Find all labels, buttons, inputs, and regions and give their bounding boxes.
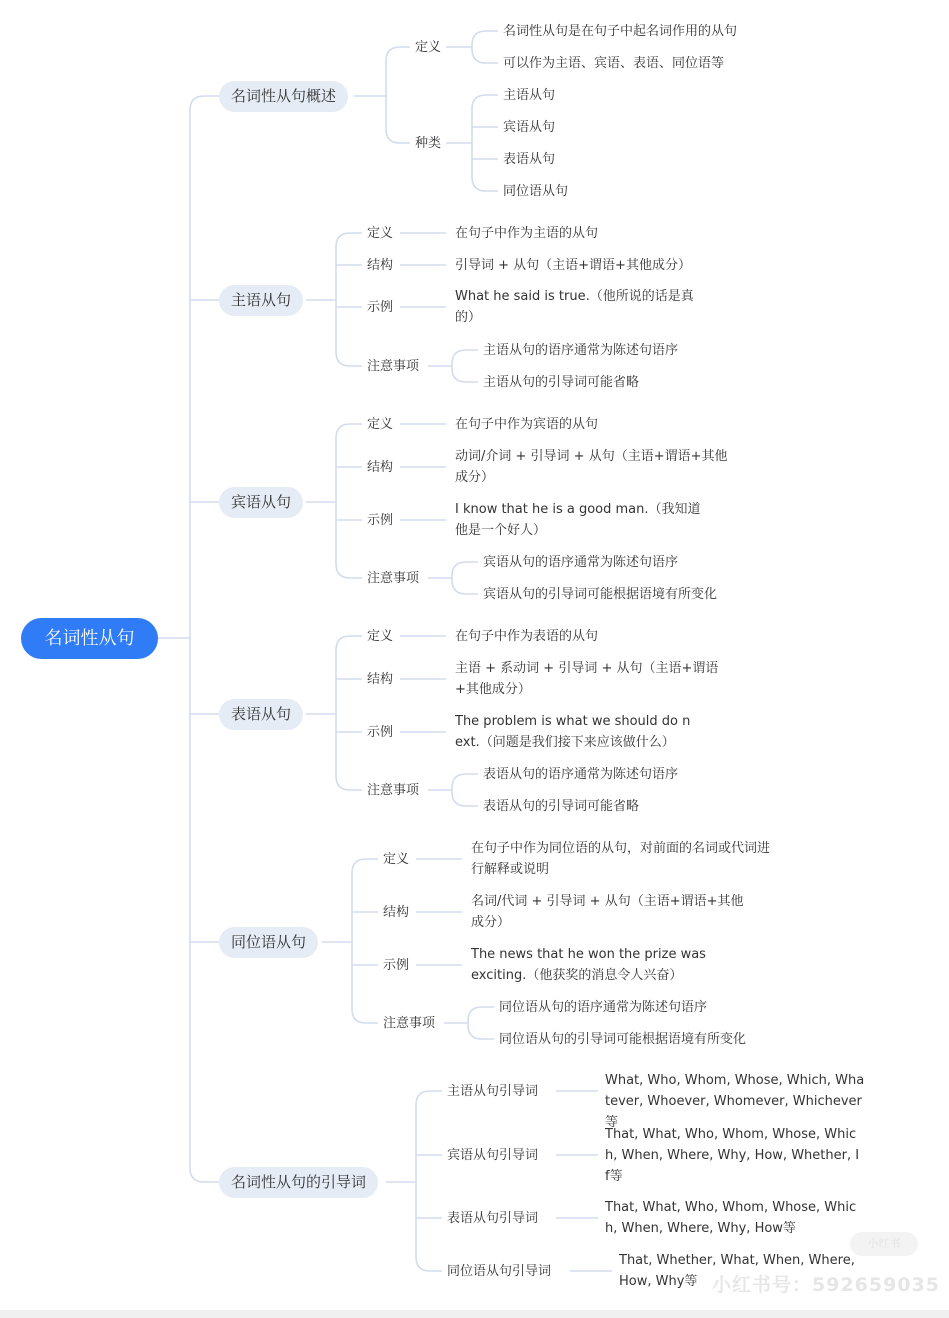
connector-line (452, 562, 478, 578)
appositive-example-text: The news that he won the prize was exciting.（他获奖的消息令人兴奋） (471, 947, 706, 983)
connector-line (190, 96, 219, 638)
conjunction-object-label: 宾语从句引导词 (447, 1148, 539, 1163)
appositive-definition-label: 定义 (383, 852, 410, 867)
subject-notes-label: 注意事项 (367, 359, 420, 374)
connector-line (468, 1007, 494, 1023)
connector-line (352, 859, 378, 942)
conjunction-subject-label: 主语从句引导词 (447, 1084, 539, 1099)
connector-line (336, 502, 362, 578)
conjunction-predicative-label: 表语从句引导词 (447, 1211, 539, 1226)
predicative-note-item: 表语从句的引导词可能省略 (483, 799, 640, 814)
overview-kind-item: 宾语从句 (503, 120, 556, 135)
predicative-structure-text: 主语 + 系动词 + 引导词 + 从句（主语+谓语+其他成分） (455, 661, 719, 697)
watermark-logo: 小红书 (850, 1232, 918, 1256)
overview-kind-item: 主语从句 (503, 88, 556, 103)
predicative-example-label: 示例 (367, 725, 394, 740)
connector-line (190, 638, 219, 1182)
object-example-text: I know that he is a good man.（我知道他是一个好人） (455, 502, 701, 538)
branch-overview[interactable]: 名词性从句概述 (219, 81, 348, 112)
subject-note-item: 主语从句的语序通常为陈述句语序 (483, 343, 679, 358)
predicative-example-text: The problem is what we should do next.（问题是我们接下来应该做什么） (455, 714, 691, 750)
subject-definition-label: 定义 (367, 226, 394, 241)
object-notes-label: 注意事项 (367, 571, 420, 586)
branch-object-clause[interactable]: 宾语从句 (219, 487, 303, 518)
object-structure-text: 动词/介词 + 引导词 + 从句（主语+谓语+其他成分） (455, 449, 728, 485)
appositive-note-item: 同位语从句的语序通常为陈述句语序 (499, 1000, 708, 1015)
connector-line (336, 300, 362, 366)
connector-line (416, 1091, 442, 1182)
predicative-definition-label: 定义 (367, 629, 394, 644)
connector-line (452, 350, 478, 366)
appositive-definition-text: 在句子中作为同位语的从句，对前面的名词或代词进行解释或说明 (471, 841, 771, 877)
subject-definition-text: 在句子中作为主语的从句 (455, 226, 599, 241)
predicative-definition-text: 在句子中作为表语的从句 (455, 629, 599, 644)
overview-kind-item: 表语从句 (503, 152, 556, 167)
overview-definition-item: 名词性从句是在句子中起名词作用的从句 (503, 24, 738, 39)
overview-definition-label: 定义 (415, 40, 442, 55)
connector-line (468, 1023, 494, 1039)
connector-line (472, 47, 498, 63)
connector-line (336, 714, 362, 790)
appositive-example-label: 示例 (383, 958, 410, 973)
connector-line (452, 790, 478, 806)
object-note-item: 宾语从句的引导词可能根据语境有所变化 (483, 587, 718, 602)
predicative-note-item: 表语从句的语序通常为陈述句语序 (483, 767, 679, 782)
subject-example-label: 示例 (367, 300, 394, 315)
subject-structure-text: 引导词 + 从句（主语+谓语+其他成分） (455, 258, 691, 273)
connector-line (452, 578, 478, 594)
connector-line (416, 1182, 442, 1271)
branch-predicative-clause[interactable]: 表语从句 (219, 699, 303, 730)
connector-line (472, 95, 498, 143)
connector-line (472, 143, 498, 191)
subject-example-text: What he said is true.（他所说的话是真的） (455, 289, 694, 325)
object-note-item: 宾语从句的语序通常为陈述句语序 (483, 555, 679, 570)
object-definition-label: 定义 (367, 417, 394, 432)
connector-line (386, 47, 410, 96)
connector-line (336, 636, 362, 714)
conjunction-object-text: That, What, Who, Whom, Whose, Which, When, Where, Why, How, Whether, If等 (605, 1127, 860, 1184)
overview-kind-item: 同位语从句 (503, 184, 569, 199)
conjunction-appositive-label: 同位语从句引导词 (447, 1264, 552, 1279)
overview-kinds-label: 种类 (415, 136, 442, 151)
branch-subject-clause[interactable]: 主语从句 (219, 285, 303, 316)
predicative-structure-label: 结构 (367, 672, 394, 687)
connector-line (452, 774, 478, 790)
branch-appositive-clause[interactable]: 同位语从句 (219, 927, 318, 958)
connector-line (352, 942, 378, 1023)
connector-line (336, 233, 362, 300)
conjunction-predicative-text: That, What, Who, Whom, Whose, Which, When, Where, Why, How等 (605, 1200, 857, 1236)
branch-conjunctions[interactable]: 名词性从句的引导词 (219, 1167, 378, 1198)
object-definition-text: 在句子中作为宾语的从句 (455, 417, 599, 432)
object-structure-label: 结构 (367, 460, 394, 475)
watermark-text: 小红书号：592659035 (712, 1274, 940, 1296)
conjunction-subject-text: What, Who, Whom, Whose, Which, Whatever, Whoever, Whomever, Whichever等 (605, 1073, 865, 1130)
object-example-label: 示例 (367, 513, 394, 528)
connector-line (452, 366, 478, 382)
bottom-bar (0, 1310, 949, 1318)
appositive-structure-text: 名词/代词 + 引导词 + 从句（主语+谓语+其他成分） (471, 894, 744, 930)
appositive-structure-label: 结构 (383, 905, 410, 920)
appositive-notes-label: 注意事项 (383, 1016, 436, 1031)
connector-line (336, 424, 362, 502)
connector-line (386, 96, 410, 143)
conjunction-appositive-text: That, Whether, What, When, Where, How, Why等 (619, 1253, 855, 1289)
predicative-notes-label: 注意事项 (367, 783, 420, 798)
appositive-note-item: 同位语从句的引导词可能根据语境有所变化 (499, 1032, 747, 1047)
subject-structure-label: 结构 (367, 258, 394, 273)
connector-line (472, 31, 498, 47)
root-node[interactable]: 名词性从句 (21, 618, 158, 659)
overview-definition-item: 可以作为主语、宾语、表语、同位语等 (503, 56, 725, 71)
subject-note-item: 主语从句的引导词可能省略 (483, 375, 640, 390)
